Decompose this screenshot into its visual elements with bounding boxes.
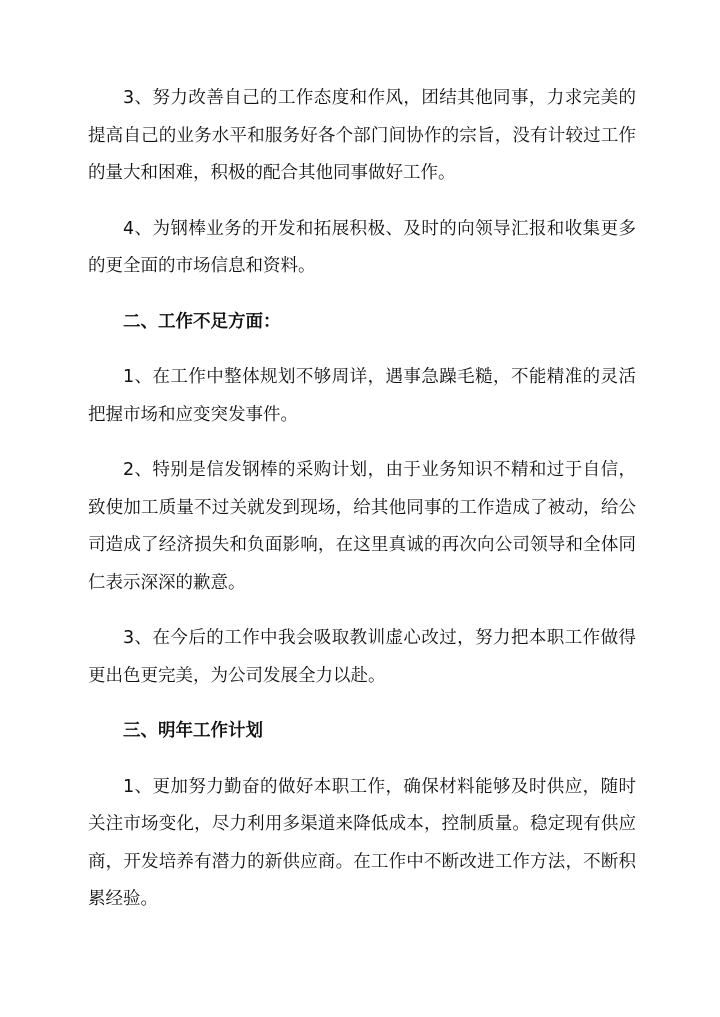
section-heading-next-year: 三、明年工作计划	[123, 721, 263, 741]
paragraph-plan-supply: 1、更加努力勤奋的做好本职工作，确保材料能够及时供应，随时关注市场变化，尽力利用多渠道来降低成本，控制质量。稳定现有供应商，开发培养有潜力的新供应商。在工作中不断改进工作方法，不断积累经验。	[88, 776, 636, 909]
paragraph-market-info: 4、为钢棒业务的开发和拓展积极、及时的向领导汇报和收集更多的更全面的市场信息和资料。	[88, 218, 636, 276]
section-heading-shortcomings: 二、工作不足方面：	[123, 311, 281, 332]
document-page	[88, 80, 636, 937]
paragraph-improve-attitude: 3、努力改善自己的工作态度和作风，团结其他同事，力求完美的提高自己的业务水平和服务好各个部门间协作的宗旨，没有计较过工作的量大和困难，积极的配合其他同事做好工作。	[88, 88, 636, 183]
paragraph-lessons: 3、在今后的工作中我会吸取教训虚心改过，努力把本职工作做得更出色更完美，为公司发展全力以赴。	[88, 628, 636, 686]
paragraph-planning: 1、在工作中整体规划不够周详，遇事急躁毛糙，不能精准的灵活把握市场和应变突发事件。	[88, 367, 636, 425]
paragraph-procurement: 2、特别是信发钢棒的采购计划，由于业务知识不精和过于自信，致使加工质量不过关就发到现场，给其他同事的工作造成了被动，给公司造成了经济损失和负面影响，在这里真诚的再次向公司领导和全体同仁表示深深的歉意。	[88, 460, 636, 593]
